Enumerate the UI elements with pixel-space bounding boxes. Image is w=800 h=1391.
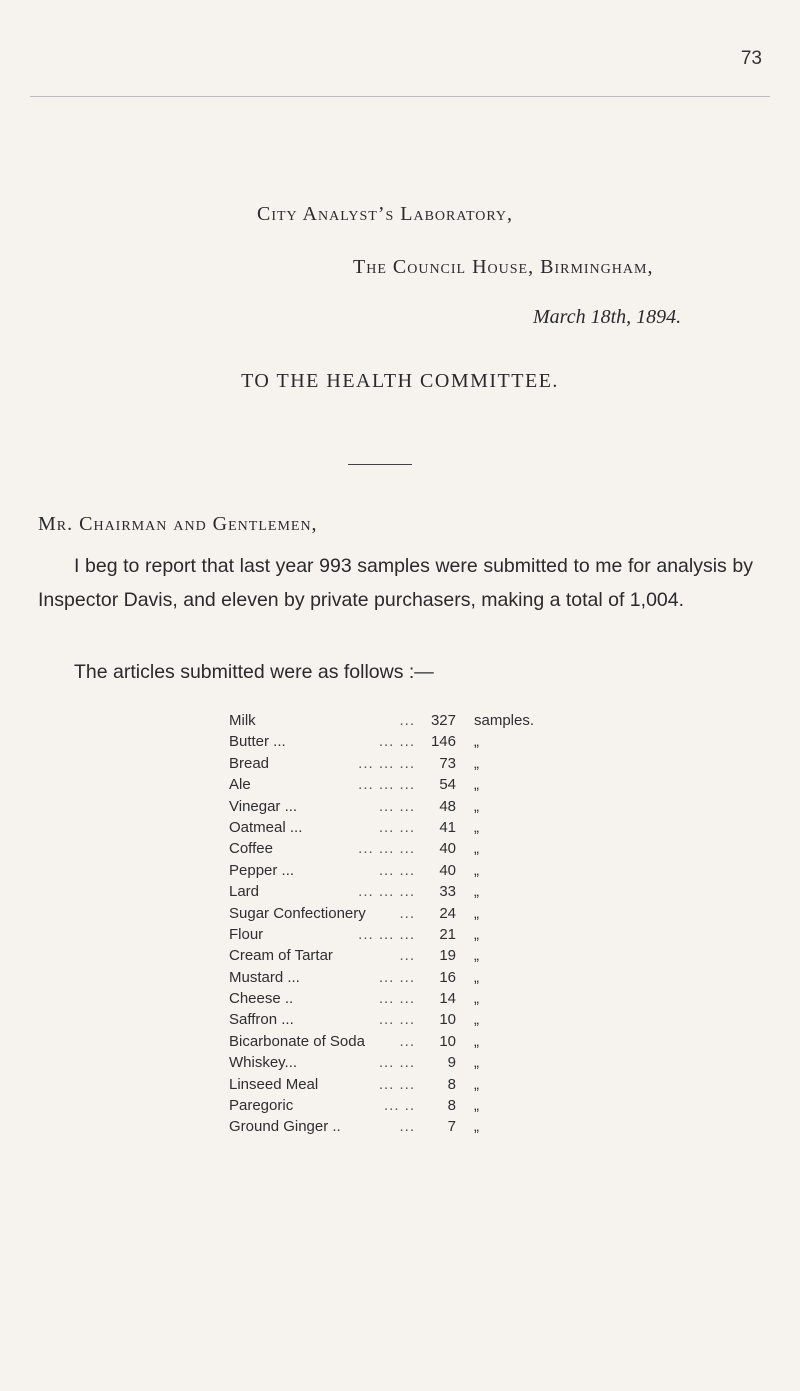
sample-count: 41 [439,818,456,836]
dot-leader: ... ... [378,1075,415,1093]
sample-count: 21 [439,925,456,943]
sample-unit: „ [474,947,479,965]
sample-unit: „ [474,904,479,922]
sample-unit: „ [474,818,479,836]
sample-count: 327 [430,712,456,729]
sample-count: 48 [439,797,456,815]
article-row [229,860,749,881]
dot-leader: ... ... ... [358,883,415,901]
article-row [229,796,749,817]
committee-heading: TO THE HEALTH COMMITTEE. [241,370,559,392]
dot-leader: ... [399,947,415,965]
top-rule [30,96,770,97]
sample-unit: „ [474,840,479,858]
laboratory-line: City Analyst’s Laboratory, [257,203,514,225]
salutation: Mr. Chairman and Gentlemen, [38,513,318,535]
date-line: March 18th, 1894. [533,306,682,328]
article-name: Coffee [229,840,273,858]
article-name: Flour [229,925,264,943]
report-paragraph: I beg to report that last year 993 samples were submitted to me for analysis by Inspector Davis, and eleven by private purchasers, making a total of 1,004. [38,555,753,611]
article-row [229,1095,749,1116]
sample-count: 19 [439,947,456,965]
article-name: Paregoric [229,1097,294,1115]
sample-unit: „ [474,1032,479,1050]
article-name: Sugar Confectionery [229,904,366,922]
sample-count: 9 [447,1054,456,1072]
article-row [229,924,749,945]
sample-unit: „ [474,733,479,751]
sample-unit: „ [474,1097,479,1115]
dot-leader: ... ... [378,733,415,751]
article-row [229,903,749,924]
sample-count: 40 [439,861,456,879]
article-row [229,881,749,902]
dot-leader: ... ... [378,990,415,1008]
article-row [229,1116,749,1137]
article-row [229,710,749,731]
sample-unit: „ [474,1075,479,1093]
article-name: Saffron ... [229,1011,294,1029]
dot-leader: ... ... ... [358,754,415,772]
article-name: Whiskey... [229,1054,298,1072]
article-row [229,731,749,752]
address-line: The Council House, Birmingham, [353,256,654,278]
sample-unit: samples. [474,712,535,729]
article-row [229,838,749,859]
sample-count: 16 [439,968,456,986]
dot-leader: ... ... ... [358,840,415,858]
intro-line: The articles submitted were as follows :— [74,661,434,683]
dot-leader: ... ... [378,818,415,836]
sample-count: 146 [430,733,456,751]
article-row [229,1009,749,1030]
sample-unit: „ [474,797,479,815]
sample-count: 54 [439,776,456,794]
article-row [229,988,749,1009]
articles-list [229,710,749,1138]
article-row [229,1031,749,1052]
article-row [229,753,749,774]
article-name: Cream of Tartar [229,947,333,965]
sample-unit: „ [474,968,479,986]
article-name: Lard [229,883,260,901]
article-name: Cheese .. [229,990,294,1008]
sample-count: 8 [447,1097,456,1115]
article-row [229,967,749,988]
article-name: Vinegar ... [229,797,298,815]
dot-leader: ... [399,712,415,729]
article-row [229,1074,749,1095]
article-name: Linseed Meal [229,1075,319,1093]
sample-unit: „ [474,1118,479,1136]
sample-count: 14 [439,990,456,1008]
article-name: Oatmeal ... [229,818,303,836]
dot-leader: ... ... [378,968,415,986]
article-row [229,817,749,838]
sample-count: 7 [447,1118,456,1136]
sample-count: 40 [439,840,456,858]
dot-leader: ... ... [378,861,415,879]
sample-unit: „ [474,754,479,772]
sample-count: 8 [447,1075,456,1093]
article-row [229,774,749,795]
sample-unit: „ [474,861,479,879]
dot-leader: ... ... [378,1054,415,1072]
article-name: Mustard ... [229,968,300,986]
dot-leader: ... ... ... [358,776,415,794]
dot-leader: ... ... [378,797,415,815]
article-name: Butter ... [229,733,286,751]
dot-leader: ... [399,904,415,922]
dot-leader: ... ... ... [358,925,415,943]
sample-unit: „ [474,776,479,794]
article-name: Pepper ... [229,861,295,879]
page-number: 73 [740,48,762,69]
sample-unit: „ [474,1011,479,1029]
dot-leader: ... .. [383,1097,415,1115]
article-row [229,1052,749,1073]
sample-unit: „ [474,1054,479,1072]
article-name: Ground Ginger .. [229,1118,341,1136]
sample-unit: „ [474,990,479,1008]
article-name: Ale [229,776,251,794]
article-name: Milk [229,712,256,729]
sample-count: 10 [439,1011,456,1029]
article-name: Bread [229,754,270,772]
sample-unit: „ [474,925,479,943]
sample-count: 24 [439,904,456,922]
sample-count: 73 [439,754,456,772]
sample-count: 10 [439,1032,456,1050]
dot-leader: ... [399,1118,415,1136]
short-divider [348,464,412,465]
sample-unit: „ [474,883,479,901]
sample-count: 33 [439,883,456,901]
article-row [229,945,749,966]
article-name: Bicarbonate of Soda [229,1032,365,1050]
dot-leader: ... ... [378,1011,415,1029]
dot-leader: ... [399,1032,415,1050]
